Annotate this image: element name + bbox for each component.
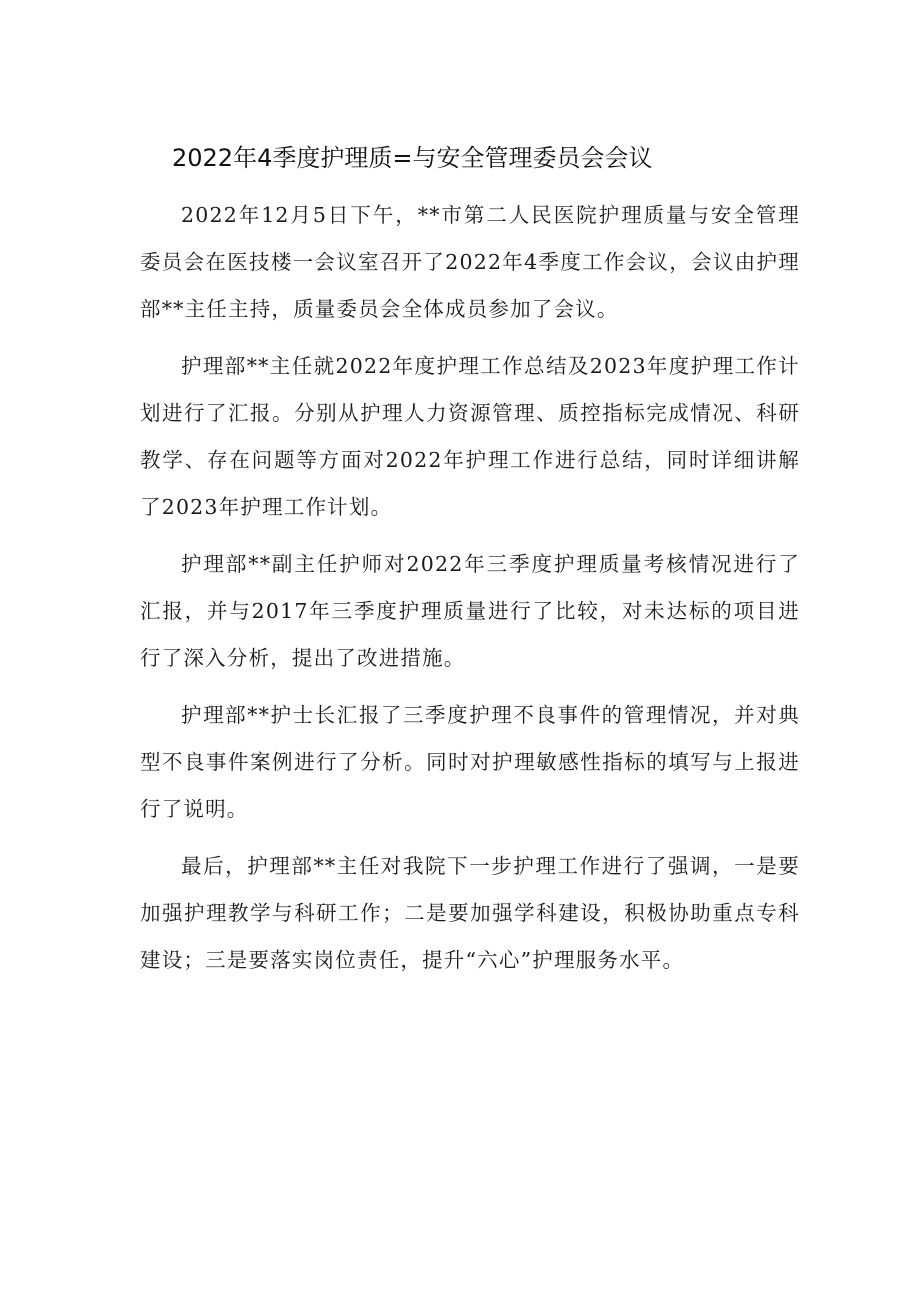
document-title: 2022年4季度护理质=与安全管理委员会会议: [172, 144, 653, 172]
paragraph-quality-assessment: 护理部**副主任护师对2022年三季度护理质量考核情况进行了汇报，并与2017年三季度护理质量进行了比较，对未达标的项目进行了深入分析，提出了改进措施。: [140, 552, 800, 670]
paragraph-adverse-events: 护理部**护士长汇报了三季度护理不良事件的管理情况，并对典型不良事件案例进行了分析。同时对护理敏感性指标的填写与上报进行了说明。: [140, 703, 800, 821]
document-body: [140, 192, 800, 994]
paragraph-meeting-intro: 2022年12月5日下午，**市第二人民医院护理质量与安全管理委员会在医技楼一会议室召开了2022年4季度工作会议，会议由护理部**主任主持，质量委员会全体成员参加了会议。: [140, 203, 800, 321]
paragraph-closing-remarks: 最后，护理部**主任对我院下一步护理工作进行了强调，一是要加强护理教学与科研工作；二是要加强学科建设，积极协助重点专科建设；三是要落实岗位责任，提升“六心”护理服务水平。: [140, 854, 800, 972]
paragraph-annual-summary: 护理部**主任就2022年度护理工作总结及2023年度护理工作计划进行了汇报。分别从护理人力资源管理、质控指标完成情况、科研教学、存在问题等方面对2022年护理工作进行总结，同时详细讲解了2023年护理工作计划。: [140, 354, 800, 519]
